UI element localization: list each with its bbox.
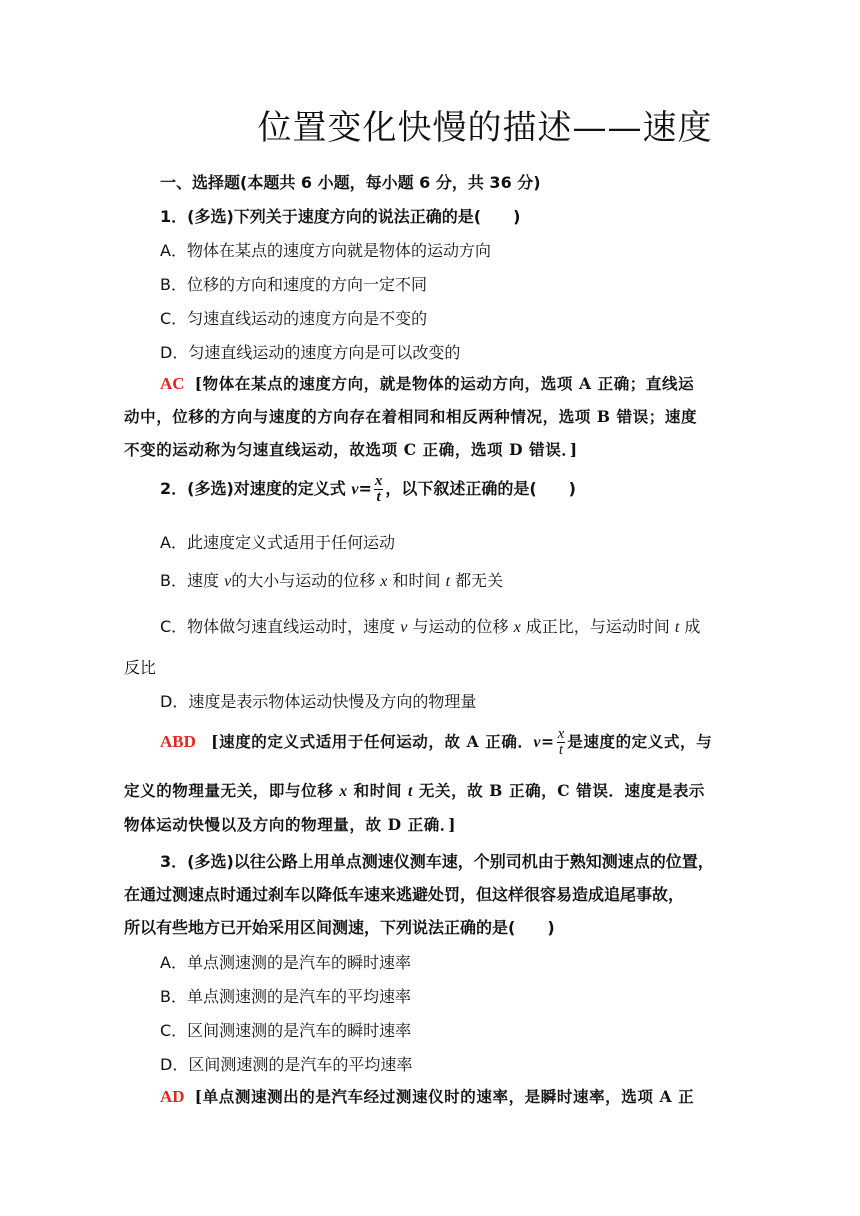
q2-b-mid1: 的大小与运动的位移 [231,571,381,590]
q2-c-var-v: v [400,619,408,636]
q2-exp-post: 是速度的定义式，与 [567,732,713,751]
q3-stem-line3: 所以有些地方已开始采用区间测速，下列说法正确的是( ) [124,918,555,937]
q2-c-mid1: 与运动的位移 [407,617,514,636]
q1-option-d: D．匀速直线运动的速度方向是可以改变的 [160,343,461,362]
q2-frac-den: t [376,489,381,505]
q2-b-var-v: v [224,573,232,590]
q3-stem-line2: 在通过测速点时通过刹车以降低车速来逃避处罚，但这样很容易造成追尾事故， [124,885,685,904]
q2-option-c-line2: 反比 [124,658,157,677]
q3-stem-line1: 3．(多选)以往公路上用单点测速仪测车速，个别司机由于熟知测速点的位置， [160,852,714,871]
q2-c-mid2: 成正比，与运动时间 [520,617,675,636]
q2-b-post: 都无关 [450,571,504,590]
q2-stem [160,474,576,505]
q1-option-c: C．匀速直线运动的速度方向是不变的 [160,309,428,328]
q2-b-mid2: 和时间 [387,571,446,590]
q2-exp-var-v: v [533,734,542,751]
q2-c-var-t: t [674,619,680,636]
q1-exp-text1: [物体在某点的速度方向，就是物体的运动方向，选项 A 正确；直线运 [194,374,695,393]
q2-exp-fraction [557,727,566,758]
q1-option-a: A．物体在某点的速度方向就是物体的运动方向 [160,241,491,260]
q3-explanation-line1 [160,1085,694,1107]
q2-b-var-x: x [380,573,388,590]
page-title: 位置变化快慢的描述——速度 [257,108,713,148]
q2-exp-frac-den: t [558,742,564,758]
q2-exp2-var-t: t [407,783,413,800]
q2-exp-pre: [速度的定义式适用于任何运动，故 A 正确． [211,732,534,751]
q3-option-a: A．单点测速测的是汽车的瞬时速率 [160,953,411,972]
q2-c-post: 成 [679,617,701,636]
q1-explanation-line1 [160,372,694,394]
q2-exp-frac-num: x [557,726,565,742]
q1-stem: 1．(多选)下列关于速度方向的说法正确的是( ) [160,207,521,226]
q2-exp2-pre: 定义的物理量无关，即与位移 [124,781,340,800]
q2-fraction [374,474,384,505]
q2-option-d: D．速度是表示物体运动快慢及方向的物理量 [160,692,477,711]
q2-frac-num: x [374,473,383,489]
q2-b-var-t: t [445,573,451,590]
q2-option-a: A．此速度定义式适用于任何运动 [160,533,395,552]
q2-explanation-line2 [124,779,705,801]
q2-b-pre: B．速度 [160,571,225,590]
q1-answer: AC [160,374,185,393]
q1-option-b: B．位移的方向和速度的方向一定不同 [160,275,427,294]
q2-var-v: v [351,481,359,498]
q2-answer: ABD [160,732,196,751]
q3-option-b: B．单点测速测的是汽车的平均速率 [160,987,411,1006]
q2-stem-post: ，以下叙述正确的是( ) [385,479,576,498]
q2-exp2-var-x: x [339,783,348,800]
q1-explanation-line3: 不变的运动称为匀速直线运动，故选项 C 正确，选项 D 错误．] [124,440,578,459]
q3-option-c: C．区间测速测的是汽车的瞬时速率 [160,1021,412,1040]
q2-exp2-post: 无关，故 B 正确，C 错误．速度是表示 [412,781,706,800]
q2-explanation-line3: 物体运动快慢以及方向的物理量，故 D 正确．] [124,815,457,834]
q1-explanation-line2: 动中，位移的方向与速度的方向存在着相同和相反两种情况，选项 B 错误；速度 [124,407,698,426]
q2-option-c [160,614,700,637]
q3-option-d: D．区间测速测的是汽车的平均速率 [160,1055,413,1074]
q2-exp-eq: = [541,732,555,751]
q2-option-b [160,568,503,591]
q2-exp2-mid: 和时间 [347,781,408,800]
q3-exp-text1: [单点测速测出的是汽车经过测速仪时的速率，是瞬时速率，选项 A 正 [194,1087,695,1106]
q2-c-var-x: x [513,619,521,636]
q2-stem-pre: 2．(多选)对速度的定义式 [160,479,352,498]
q3-answer: AD [160,1087,185,1106]
q2-explanation-line1 [160,727,712,758]
q2-c-pre: C．物体做匀速直线运动时，速度 [160,617,401,636]
section-heading: 一、选择题(本题共 6 小题，每小题 6 分，共 36 分) [160,173,541,192]
q2-eq: = [358,479,372,498]
